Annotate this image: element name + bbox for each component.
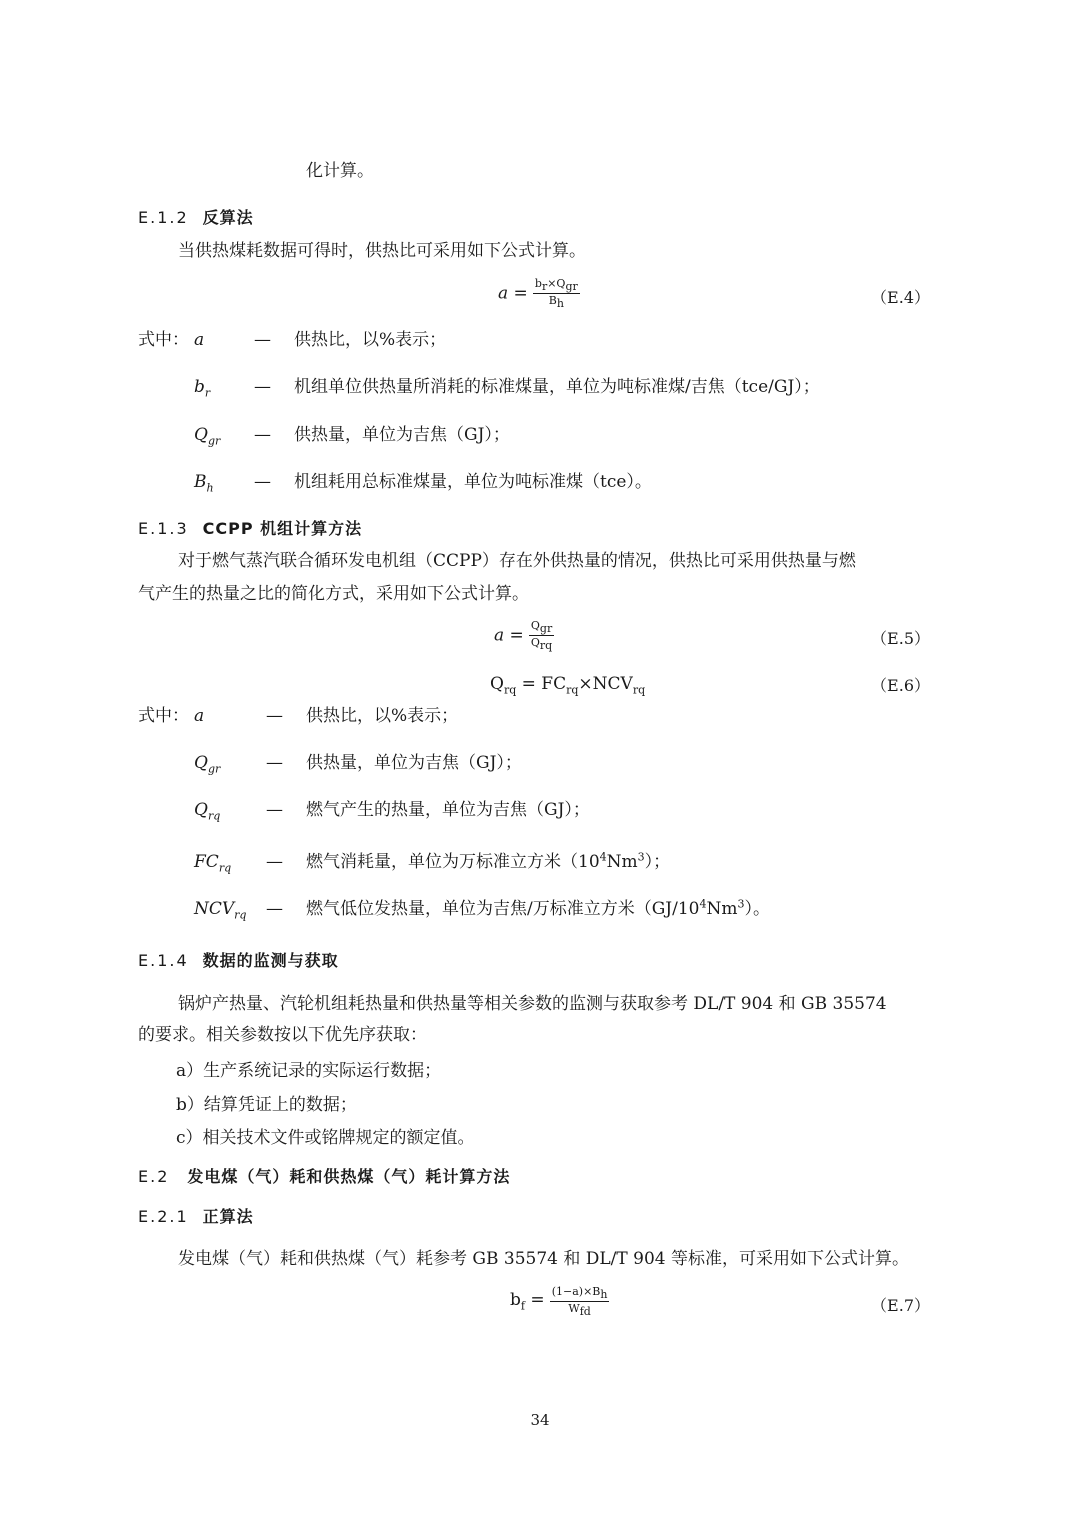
definition-dash: —: [266, 898, 283, 919]
definition-symbol: a: [194, 330, 205, 350]
section-heading-e14: [138, 950, 339, 972]
definition-text: 燃气消耗量，单位为万标准立方米$(10^4Nm^3)$；: [306, 850, 671, 872]
section-title: 数据的监测与获取: [202, 951, 339, 970]
definition-row: [138, 893, 770, 926]
section-number: E.1.4: [138, 951, 189, 970]
equation-label-e4: （E.4）: [871, 288, 930, 307]
equation-label-e6: （E.6）: [871, 676, 930, 695]
definition-text: 供热比，以%表示；: [294, 330, 447, 350]
definition-dash: —: [254, 377, 271, 397]
definition-row: [138, 424, 510, 452]
definition-symbol: a: [194, 706, 205, 726]
section-title: 反算法: [202, 208, 254, 227]
definition-row: [138, 705, 458, 733]
definition-dash: —: [266, 800, 283, 820]
equation-e4: [498, 277, 580, 310]
definition-text: 机组耗用总标准煤量，单位为吨标准煤（tce）。: [294, 472, 652, 492]
equation-e6: $Q_{rq} = FC_{rq}\times NCV_{rq}$: [490, 674, 646, 697]
definition-row: [138, 329, 446, 357]
definition-row: [138, 471, 652, 499]
section-number: E.1.3: [138, 519, 189, 538]
paragraph-e12: 当供热煤耗数据可得时，供热比可采用如下公式计算。: [178, 241, 586, 261]
definition-text: 机组单位供热量所消耗的标准煤量，单位为吨标准煤/吉焦（tce/GJ）；: [294, 377, 820, 397]
section-heading-e12: [138, 207, 254, 229]
section-heading-e13: [138, 518, 362, 540]
definition-row: [138, 376, 820, 404]
section-number: E.1.2: [138, 208, 189, 227]
list-item: b）结算凭证上的数据；: [176, 1095, 357, 1115]
equation-e7: $b_f$ = $\frac{(1-a)\times B_h}{W_{fd}}$: [510, 1285, 608, 1319]
definition-symbol: $B_h$: [194, 472, 214, 495]
definition-text: 供热量，单位为吉焦（GJ）；: [294, 425, 510, 445]
definition-symbol: $Q_{gr}$: [194, 753, 221, 776]
definition-symbol: $b_r$: [194, 377, 211, 400]
section-title: CCPP 机组计算方法: [202, 519, 363, 538]
definition-prefix: 式中：: [138, 330, 189, 350]
definition-dash: —: [266, 753, 283, 773]
definition-row: [138, 752, 522, 780]
definition-text: 燃气低位发热量，单位为吉焦/万标准立方米$(GJ/10^4Nm^3)$。: [306, 897, 770, 919]
section-heading-e2: [138, 1166, 510, 1188]
list-item: c）相关技术文件或铭牌规定的额定值。: [176, 1128, 475, 1148]
definition-symbol: $Q_{rq}$: [194, 800, 221, 823]
paragraph-e21: 发电煤（气）耗和供热煤（气）耗参考 GB 35574 和 DL/T 904 等标准，可采用如下公式计算。: [178, 1249, 910, 1269]
equation-label-e5: （E.5）: [871, 629, 930, 648]
definition-row: [138, 846, 670, 879]
paragraph-e14-line2: 的要求。相关参数按以下优先序获取：: [138, 1025, 427, 1045]
page-number: 34: [530, 1411, 550, 1429]
paragraph-e13-line1: 对于燃气蒸汽联合循环发电机组（CCPP）存在外供热量的情况，供热比可采用供热量与燃: [178, 551, 856, 571]
definition-symbol: $NCV_{rq}$: [194, 898, 247, 922]
section-number: E.2.1: [138, 1207, 189, 1226]
equation-label-e7: （E.7）: [871, 1296, 930, 1315]
definition-text: 供热比，以%表示；: [306, 706, 459, 726]
list-item: a）生产系统记录的实际运行数据；: [176, 1061, 442, 1081]
section-heading-e21: [138, 1206, 254, 1228]
definition-dash: —: [254, 330, 271, 350]
definition-text: 燃气产生的热量，单位为吉焦（GJ）；: [306, 800, 590, 820]
paragraph-e13-line2: 气产生的热量之比的简化方式，采用如下公式计算。: [138, 584, 529, 604]
eq7-fraction: $\frac{(1-a)\times B_h}{W_{fd}}$: [551, 1285, 608, 1319]
definition-prefix: 式中：: [138, 706, 189, 726]
section-title: 正算法: [202, 1207, 254, 1226]
section-title: 发电煤（气）耗和供热煤（气）耗计算方法: [187, 1167, 511, 1186]
definition-symbol: $FC_{rq}$: [194, 851, 232, 875]
definition-symbol: $Q_{gr}$: [194, 425, 221, 448]
section-number: E.2: [138, 1167, 170, 1186]
eq4-fraction: $\frac{b_r\times Q_{gr}}{B_h}$: [534, 277, 578, 311]
definition-row: [138, 799, 590, 827]
definition-dash: —: [254, 472, 271, 492]
definition-dash: —: [266, 851, 283, 872]
definition-dash: —: [266, 706, 283, 726]
definition-text: 供热量，单位为吉焦（GJ）；: [306, 753, 522, 773]
eq4-lhs: a =: [498, 283, 528, 304]
continued-text: 化计算。: [306, 161, 374, 181]
equation-e5: a = $\frac{Q_{gr}}{Q_{rq}}$: [494, 619, 553, 653]
paragraph-e14-line1: 锅炉产热量、汽轮机组耗热量和供热量等相关参数的监测与获取参考 DL/T 904 和 GB 35574: [178, 994, 887, 1014]
definition-dash: —: [254, 425, 271, 445]
eq5-fraction: $\frac{Q_{gr}}{Q_{rq}}$: [530, 619, 553, 653]
